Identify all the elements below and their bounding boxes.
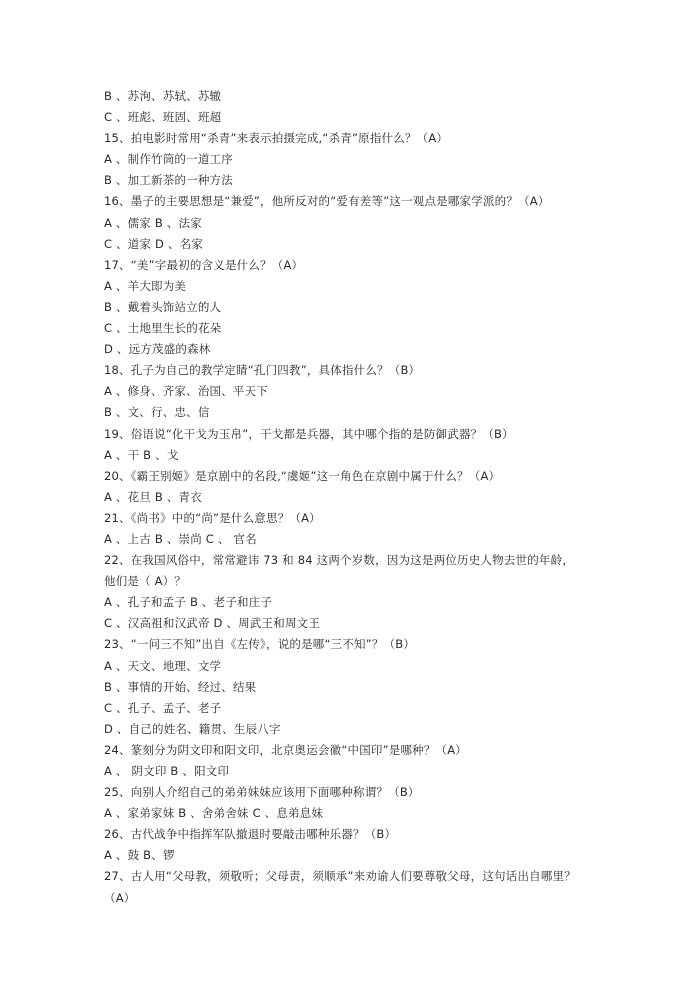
option-line: A 、上古 B 、崇尚 C 、 官名 bbox=[104, 531, 257, 546]
option-line: A 、孔子和孟子 B 、老子和庄子 bbox=[104, 595, 273, 610]
option-line: D 、自己的姓名、籍贯、生辰八字 bbox=[104, 721, 281, 736]
question-line: 20、《霸王别姬》是京剧中的名段,“虞姬”这一角色在京剧中属于什么？（A） bbox=[104, 468, 501, 483]
question-line: 26、古代战争中指挥军队撤退时要敲击哪种乐器？（B） bbox=[104, 827, 397, 842]
option-line: A 、家弟家妹 B 、舍弟舍妹 C 、息弟息妹 bbox=[104, 806, 324, 821]
question-line: 15、拍电影时常用“杀青”来表示拍摄完成,“杀青”原指什么？（A） bbox=[104, 131, 449, 146]
option-line: A 、花旦 B 、青衣 bbox=[104, 489, 202, 504]
option-line: C 、土地里生长的花朵 bbox=[104, 321, 222, 336]
option-line: A 、修身、齐家、治国、平天下 bbox=[104, 384, 269, 399]
question-line-continued: 他们是（ A）？ bbox=[104, 574, 187, 589]
option-line: A 、干 B 、戈 bbox=[104, 447, 179, 462]
question-line: 25、向别人介绍自己的弟弟妹妹应该用下面哪种称谓？（B） bbox=[104, 785, 420, 800]
option-line: B 、苏洵、苏轼、苏辙 bbox=[104, 89, 222, 103]
question-line: 19、俗语说“化干戈为玉帛”，干戈都是兵器，其中哪个指的是防御武器？（B） bbox=[104, 426, 514, 441]
option-line: A 、制作竹筒的一道工序 bbox=[104, 152, 233, 167]
option-line: B 、戴着头饰站立的人 bbox=[104, 299, 222, 314]
question-line: 22、在我国风俗中，常常避讳 73 和 84 这两个岁数，因为这是两位历史人物去世的年龄， bbox=[104, 553, 575, 568]
option-line: A 、天文、地理、文学 bbox=[104, 658, 222, 673]
option-line: C 、孔子、孟子、老子 bbox=[104, 700, 222, 715]
option-line: A 、羊大即为美 bbox=[104, 278, 187, 293]
question-line: 24、篆刻分为阴文印和阳文印，北京奥运会徽“中国印”是哪种？（A） bbox=[104, 742, 468, 757]
option-line: D 、远方茂盛的森林 bbox=[104, 342, 211, 357]
option-line: B 、事情的开始、经过、结果 bbox=[104, 679, 257, 694]
option-line: C 、道家 D 、名家 bbox=[104, 236, 204, 251]
option-line: B 、文、行、忠、信 bbox=[104, 405, 210, 420]
question-line: 27、古人用“父母教，须敬听；父母责，须顺承”来劝谕人们要尊敬父母，这句话出自哪里？ bbox=[104, 869, 576, 884]
question-line: 18、孔子为自己的教学定睛“孔门四教”，具体指什么？（B） bbox=[104, 363, 421, 378]
question-line: 16、墨子的主要思想是“兼爱”，他所反对的“爱有差等”这一观点是哪家学派的？（A） bbox=[104, 194, 550, 209]
option-line: A 、鼓 B、锣 bbox=[104, 848, 175, 863]
option-line: C 、汉高祖和汉武帝 D 、周武王和周文王 bbox=[104, 616, 321, 631]
option-line: B 、加工新茶的一种方法 bbox=[104, 173, 233, 188]
option-line: C 、班彪、班固、班超 bbox=[104, 110, 222, 125]
question-line: 17、“美”字最初的含义是什么？（A） bbox=[104, 257, 304, 272]
question-line-continued: （A） bbox=[104, 890, 136, 905]
option-line: A 、儒家 B 、法家 bbox=[104, 215, 202, 230]
quiz-text-body bbox=[104, 86, 604, 909]
question-line: 21、《尚书》中的“尚”是什么意思？（A） bbox=[104, 510, 321, 525]
question-line: 23、“一问三不知”出自《左传》，说的是哪“三不知”？（B） bbox=[104, 637, 416, 652]
option-line: A 、 阴文印 B 、阳文印 bbox=[104, 764, 230, 778]
